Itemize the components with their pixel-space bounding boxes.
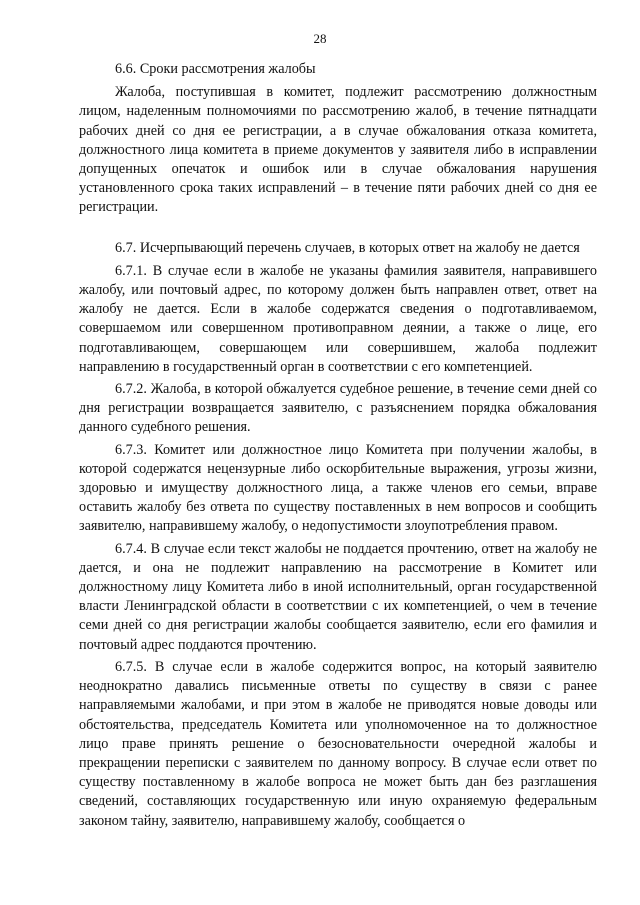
paragraph-6-7-2: 6.7.2. Жалоба, в которой обжалуется судебное решение, в течение семи дней со дня регистрации возвращается заявителю, с разъяснением порядка обжалования данного судебного решения. bbox=[79, 381, 597, 436]
paragraph-6-7-1: 6.7.1. В случае если в жалобе не указаны фамилия заявителя, направившего жалобу, или почтовый адрес, по которому должен быть направлен ответ, ответ на жалобу не дается. Если в жалобе содержатся сведения о подготавливаемом, совершаемом или совершенном противоправном деянии, а также о лице, его подготавливающем, совершающем или совершившем, жалоба подлежит направлению в государственный орган в соответствии с его компетенцией. bbox=[79, 262, 597, 375]
paragraph-6-7-5: 6.7.5. В случае если в жалобе содержится вопрос, на который заявителю неоднократно давались письменные ответы по существу в связи с ранее направляемыми жалобами, и при этом в жалобе не приводятся новые доводы или обстоятельства, председатель Комитета или уполномоченное на то должностное лицо праве принять решение о безосновательности очередной жалобы и прекращении переписки с заявителем по данному вопросу. В случае если ответ по существу поставленному в жалобе вопроса не может быть дан без разглашения сведений, составляющих государственную или иную охраняемую федеральным законом тайну, заявителю, направившему жалобу, сообщается о bbox=[79, 658, 597, 829]
paragraph-6-7-3: 6.7.3. Комитет или должностное лицо Комитета при получении жалобы, в которой содержатся нецензурные либо оскорбительные выражения, угрозы жизни, здоровью и имуществу должностного лица, а также членов его семьи, вправе оставить жалобу без ответа по существу поставленных в нем вопросов и сообщить заявителю, направившему жалобу, о недопустимости злоупотребления правом. bbox=[79, 441, 597, 535]
document-body bbox=[79, 60, 597, 831]
page-number: 28 bbox=[313, 31, 327, 46]
paragraph-6-6: Жалоба, поступившая в комитет, подлежит рассмотрению должностным лицом, наделенным полномочиями по рассмотрению жалоб, в течение пятнадцати рабочих дней со дня ее регистрации, а в случае обжалования отказа комитета, должностного лица комитета в приеме документов у заявителя либо в исправлении допущенных опечаток и ошибок или в случае обжалования нарушения установленного срока таких исправлений – в течение пяти рабочих дней со дня ее регистрации. bbox=[79, 84, 597, 216]
section-heading-6-7: 6.7. Исчерпывающий перечень случаев, в которых ответ на жалобу не дается bbox=[115, 239, 580, 256]
paragraph-6-7-4: 6.7.4. В случае если текст жалобы не поддается прочтению, ответ на жалобу не дается, и она не подлежит направлению на рассмотрение в Комитет или должностному лицу Комитета либо в иной исполнительный, орган государственной власти Ленинградской области в соответствии с их компетенцией, о чем в течение семи дней со дня регистрации жалобы сообщается заявителю, если его фамилия и почтовый адрес поддаются прочтению. bbox=[79, 540, 597, 653]
section-heading-6-6: 6.6. Сроки рассмотрения жалобы bbox=[115, 61, 316, 77]
